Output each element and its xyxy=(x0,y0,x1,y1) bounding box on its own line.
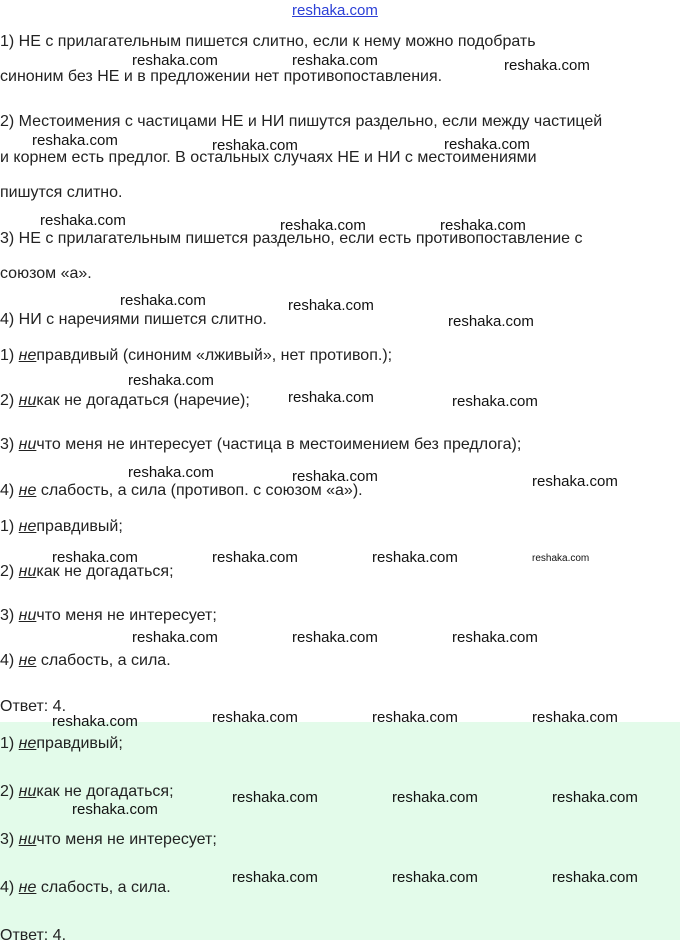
particle-highlight: ни xyxy=(18,831,37,848)
watermark: reshaka.com xyxy=(452,629,538,646)
rule-1-line-2: синоним без НЕ и в предложении нет противопоставления. xyxy=(0,68,443,85)
item-text: слабость, а сила (противоп. с союзом «а»). xyxy=(36,482,363,499)
watermark: reshaka.com xyxy=(212,549,298,566)
short-item xyxy=(0,651,171,671)
watermark: reshaka.com xyxy=(532,473,618,490)
item-number: 3) xyxy=(0,831,19,848)
rule-3-line-1: 3) НЕ с прилагательным пишется раздельно, если есть противопоставление с xyxy=(0,230,583,247)
watermark: reshaka.com xyxy=(552,789,638,806)
answer-text: Ответ: 4. xyxy=(0,698,67,715)
watermark: reshaka.com xyxy=(128,372,214,389)
watermark: reshaka.com xyxy=(128,464,214,481)
watermark: reshaka.com xyxy=(40,212,126,229)
explained-item xyxy=(0,435,521,455)
item-number: 4) xyxy=(0,879,19,896)
watermark: reshaka.com xyxy=(372,709,458,726)
item-text: что меня не интересует (частица в местоимением без предлога); xyxy=(36,436,522,453)
rule-4-line-1: 4) НИ с наречиями пишется слитно. xyxy=(0,311,267,328)
watermark: reshaka.com xyxy=(504,57,590,74)
watermark: reshaka.com xyxy=(32,132,118,149)
item-number: 1) xyxy=(0,735,19,752)
watermark: reshaka.com xyxy=(292,629,378,646)
watermark: reshaka.com xyxy=(212,137,298,154)
panel-item xyxy=(0,782,174,802)
watermark: reshaka.com xyxy=(444,136,530,153)
watermark: reshaka.com xyxy=(232,869,318,886)
explained-item xyxy=(0,391,250,411)
rule-2-line-1: 2) Местоимения с частицами НЕ и НИ пишутся раздельно, если между частицей xyxy=(0,113,603,130)
item-number: 3) xyxy=(0,607,19,624)
particle-highlight: не xyxy=(18,518,37,535)
item-text: как не догадаться; xyxy=(36,783,174,800)
item-number: 4) xyxy=(0,482,19,499)
rule-2-line-3: пишутся слитно. xyxy=(0,184,123,201)
explained-item xyxy=(0,346,392,366)
item-number: 3) xyxy=(0,436,19,453)
watermark: reshaka.com xyxy=(52,713,138,730)
watermark: reshaka.com xyxy=(292,52,378,69)
watermark: reshaka.com xyxy=(280,217,366,234)
particle-highlight: не xyxy=(18,652,37,669)
item-text: правдивый; xyxy=(36,735,123,752)
watermark: reshaka.com xyxy=(392,869,478,886)
particle-highlight: ни xyxy=(18,607,37,624)
particle-highlight: не xyxy=(18,482,37,499)
panel-answer-text: Ответ: 4. xyxy=(0,927,67,944)
watermark: reshaka.com xyxy=(72,801,158,818)
rule-2-line-2: и корнем есть предлог. В остальных случаях НЕ и НИ с местоимениями xyxy=(0,149,537,166)
watermark: reshaka.com xyxy=(372,549,458,566)
watermark: reshaka.com xyxy=(552,869,638,886)
item-text: правдивый (синоним «лживый», нет противоп.); xyxy=(36,347,393,364)
panel-item xyxy=(0,878,171,898)
item-number: 1) xyxy=(0,347,19,364)
short-item xyxy=(0,606,217,626)
watermark: reshaka.com xyxy=(132,629,218,646)
particle-highlight: не xyxy=(18,735,37,752)
watermark: reshaka.com xyxy=(448,313,534,330)
watermark: reshaka.com xyxy=(232,789,318,806)
watermark: reshaka.com xyxy=(52,549,138,566)
particle-highlight: не xyxy=(18,347,37,364)
watermark: reshaka.com xyxy=(532,553,590,564)
item-number: 4) xyxy=(0,652,19,669)
watermark: reshaka.com xyxy=(392,789,478,806)
item-text: как не догадаться; xyxy=(36,563,174,580)
watermark: reshaka.com xyxy=(452,393,538,410)
item-number: 2) xyxy=(0,783,19,800)
watermark: reshaka.com xyxy=(288,389,374,406)
short-item xyxy=(0,517,123,537)
particle-highlight: ни xyxy=(18,563,37,580)
item-number: 1) xyxy=(0,518,19,535)
rule-3-line-2: союзом «а». xyxy=(0,265,92,282)
item-number: 2) xyxy=(0,563,19,580)
item-text: правдивый; xyxy=(36,518,123,535)
watermark: reshaka.com xyxy=(132,52,218,69)
rule-1-line-1: 1) НЕ с прилагательным пишется слитно, если к нему можно подобрать xyxy=(0,33,536,50)
site-link[interactable]: reshaka.com xyxy=(292,2,378,19)
item-text: слабость, а сила. xyxy=(36,652,171,669)
item-text: слабость, а сила. xyxy=(36,879,171,896)
watermark: reshaka.com xyxy=(120,292,206,309)
item-number: 2) xyxy=(0,392,19,409)
particle-highlight: ни xyxy=(18,436,37,453)
watermark: reshaka.com xyxy=(440,217,526,234)
watermark: reshaka.com xyxy=(212,709,298,726)
panel-item xyxy=(0,830,217,850)
item-text: что меня не интересует; xyxy=(36,607,217,624)
watermark: reshaka.com xyxy=(292,468,378,485)
item-text: как не догадаться (наречие); xyxy=(36,392,250,409)
watermark: reshaka.com xyxy=(288,297,374,314)
particle-highlight: ни xyxy=(18,783,37,800)
particle-highlight: не xyxy=(18,879,37,896)
panel-item xyxy=(0,734,123,754)
item-text: что меня не интересует; xyxy=(36,831,217,848)
watermark: reshaka.com xyxy=(532,709,618,726)
particle-highlight: ни xyxy=(18,392,37,409)
